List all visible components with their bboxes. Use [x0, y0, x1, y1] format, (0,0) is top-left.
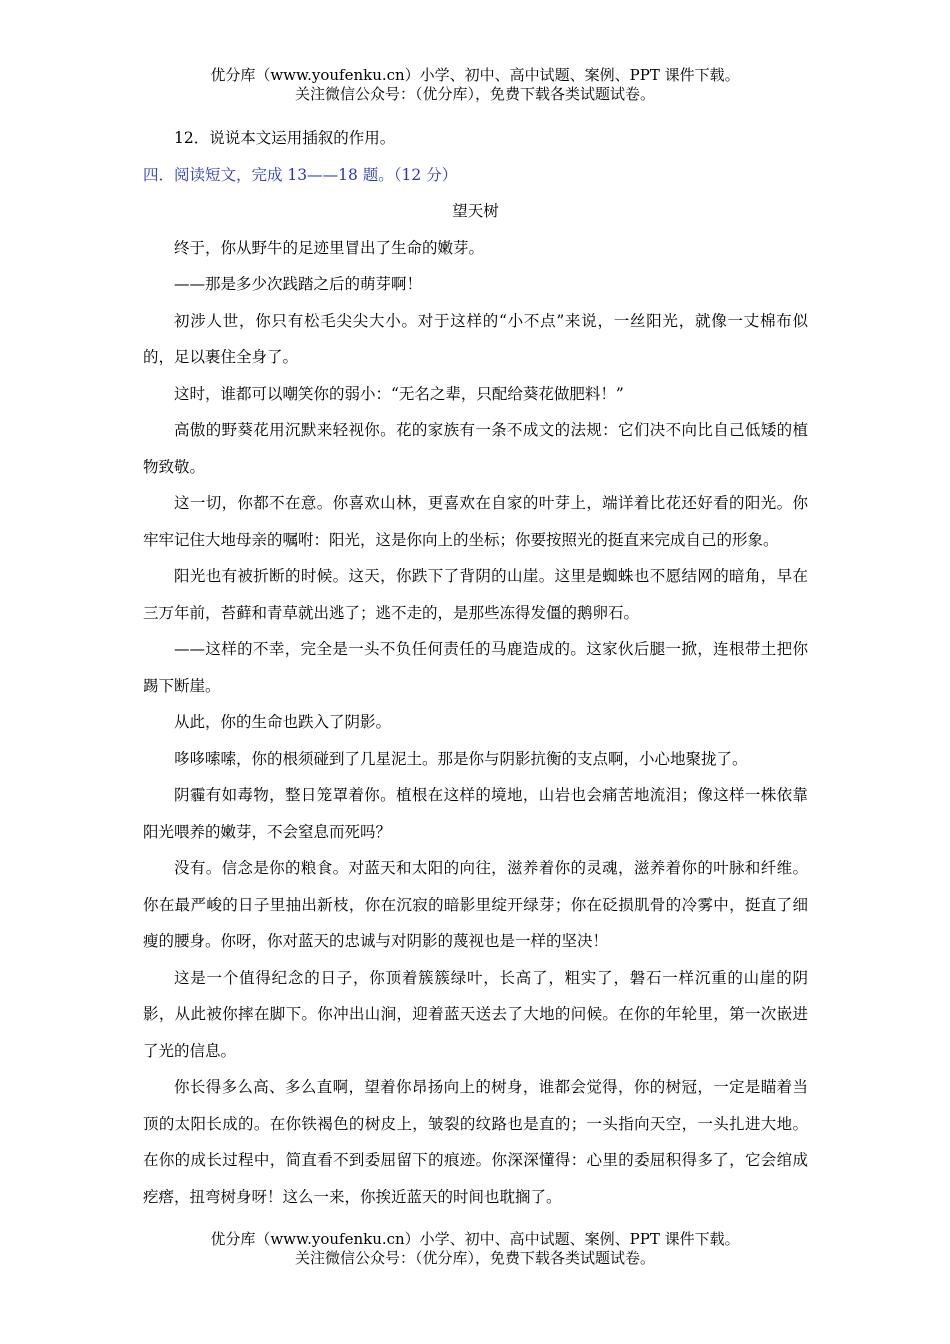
paragraph: ——那是多少次践踏之后的萌芽啊！: [174, 275, 423, 293]
paragraph: 这时，谁都可以嘲笑你的弱小：“无名之辈，只配给葵花做肥料！”: [174, 384, 624, 403]
paragraph: ——这样的不幸，完全是一头不负任何责任的马鹿造成的。这家伙后腿一掀，连根带土把你踢下断崖。: [143, 640, 808, 695]
paragraph: 终于，你从野牛的足迹里冒出了生命的嫩芽。: [174, 238, 485, 257]
paragraph: 从此，你的生命也跌入了阴影。: [174, 713, 392, 731]
footer-line-2: 关注微信公众号：（优分库），免费下载各类试题试卷。: [294, 1249, 655, 1267]
paragraph: 你长得多么高、多么直啊，望着你昂扬向上的树身，谁都会觉得，你的树冠，一定是瞄着当顶的太阳长成的。在你铁褐色的树皮上，皱裂的纹路也是直的；一头指向天空，一头扎进大地。在你的成长过程中，简直看不到委屈留下的痕迹。你深深懂得：心里的委屈积得多了，它会绾成疙瘩，扭弯树身呀！这么一来，你挨近蓝天的时间也耽搁了。: [143, 1078, 808, 1206]
question-12: 12．说说本文运用插叙的作用。: [174, 129, 396, 147]
paragraph: 阴霾有如毒物，整日笼罩着你。植根在这样的境地，山岩也会痛苦地流泪；像这样一株依靠阳光喂养的嫩芽，不会窒息而死吗？: [143, 786, 808, 841]
page-header: [0, 66, 950, 104]
paragraph: 高傲的野葵花用沉默来轻视你。花的家族有一条不成文的法规：它们决不向比自己低矮的植物致敬。: [143, 421, 808, 476]
page-footer: [0, 1230, 950, 1268]
paragraph: 这一切，你都不在意。你喜欢山林，更喜欢在自家的叶芽上，端详着比花还好看的阳光。你牢牢记住大地母亲的嘱咐：阳光，这是你向上的坐标；你要按照光的挺直来完成自己的形象。: [143, 494, 808, 549]
header-line-2: 关注微信公众号：（优分库），免费下载各类试题试卷。: [294, 85, 655, 103]
section-4-heading: 四．阅读短文，完成 13——18 题。（12 分）: [143, 165, 458, 184]
paragraph: 哆哆嗦嗦，你的根须碰到了几星泥土。那是你与阴影抗衡的支点啊，小心地聚拢了。: [174, 749, 748, 768]
header-line-1: 优分库（www.youfenku.cn）小学、初中、高中试题、案例、PPT 课件下载。: [210, 66, 740, 84]
footer-line-1: 优分库（www.youfenku.cn）小学、初中、高中试题、案例、PPT 课件下载。: [210, 1230, 740, 1248]
article-title: 望天树: [452, 202, 499, 220]
paragraph: 初涉人世，你只有松毛尖尖大小。对于这样的“小不点”来说，一丝阳光，就像一丈棉布似的，足以裹住全身了。: [143, 311, 808, 366]
paragraph: 阳光也有被折断的时候。这天，你跌下了背阴的山崖。这里是蜘蛛也不愿结网的暗角，早在三万年前，苔藓和青草就出逃了；逃不走的，是那些冻得发僵的鹅卵石。: [143, 567, 808, 622]
document-body: [143, 120, 808, 1215]
paragraph: 这是一个值得纪念的日子，你顶着簇簇绿叶，长高了，粗实了，磐石一样沉重的山崖的阴影，从此被你摔在脚下。你冲出山涧，迎着蓝天送去了大地的问候。在你的年轮里，第一次嵌进了光的信息。: [143, 968, 808, 1060]
paragraph: 没有。信念是你的粮食。对蓝天和太阳的向往，滋养着你的灵魂，滋养着你的叶脉和纤维。你在最严峻的日子里抽出新枝，你在沉寂的暗影里绽开绿芽；你在砭损肌骨的冷雾中，挺直了细瘦的腰身。你呀，你对蓝天的忠诚与对阴影的蔑视也是一样的坚决！: [143, 859, 808, 950]
